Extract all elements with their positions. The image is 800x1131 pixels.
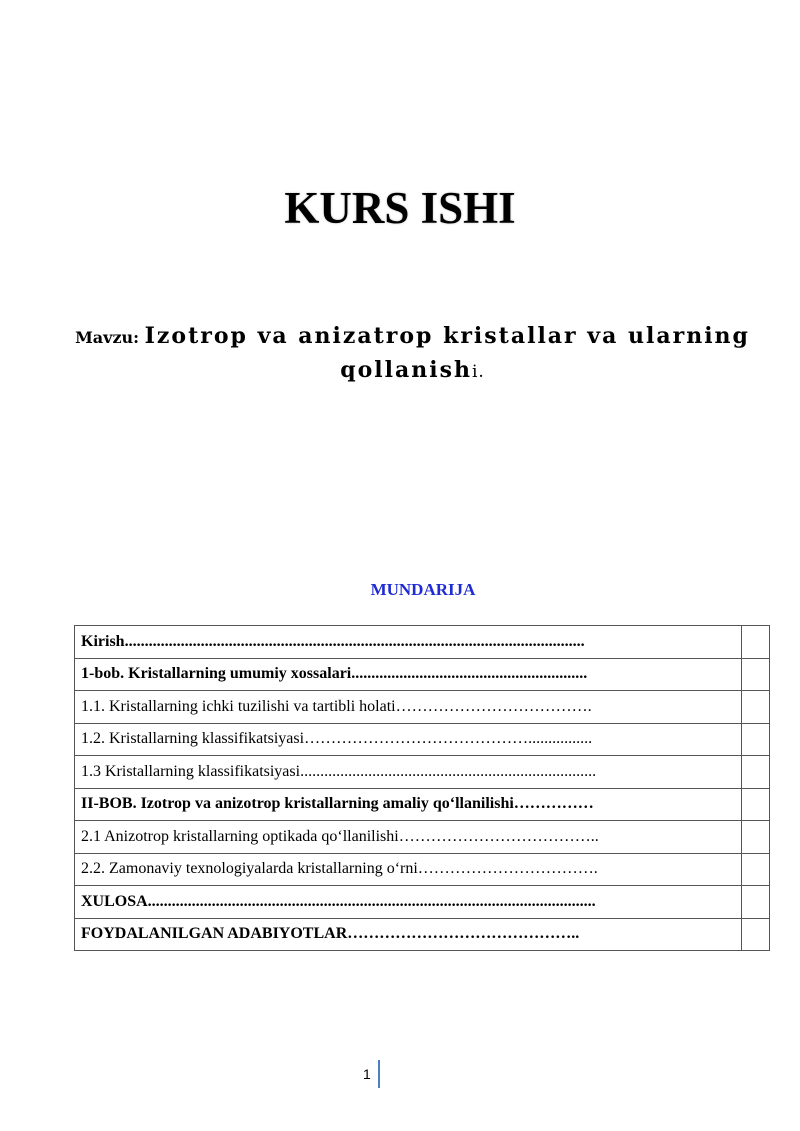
toc-row [75, 788, 770, 821]
toc-row [75, 853, 770, 886]
toc-heading: MUNDARIJA [370, 580, 476, 599]
toc-page-cell [742, 658, 770, 691]
toc-page-cell [742, 918, 770, 951]
topic-text: Izotrop va anizatrop kristallar va ularning qollanish [144, 323, 750, 383]
toc-entry: FOYDALANILGAN ADABIYOTLAR…………………………………….. [75, 918, 742, 951]
toc-entry: 1.3 Kristallarning klassifikatsiyasi.......................................................................... [75, 756, 742, 789]
toc-entry: XULOSA................................................................................................................ [75, 886, 742, 919]
toc-entry: 2.2. Zamonaviy texnologiyalarda kristallarning o‘rni……………………………. [75, 853, 742, 886]
toc-entry: Kirish................................................................................................................... [75, 626, 742, 659]
toc-page-cell [742, 756, 770, 789]
toc-row [75, 918, 770, 951]
page-number-rule [378, 1060, 380, 1088]
toc-entry: II-BOB. Izotrop va anizotrop kristallarning amaliy qo‘llanilishi…………… [75, 788, 742, 821]
toc-row [75, 626, 770, 659]
table-of-contents [74, 625, 770, 951]
toc-row [75, 756, 770, 789]
toc-page-cell [742, 788, 770, 821]
toc-entry: 2.1 Anizotrop kristallarning optikada qo‘llanilishi……………………………….. [75, 821, 742, 854]
toc-row [75, 658, 770, 691]
toc-row [75, 886, 770, 919]
toc-row [75, 723, 770, 756]
toc-entry: 1-bob. Kristallarning umumiy xossalari........................................................... [75, 658, 742, 691]
page-number: 1 [363, 1066, 371, 1082]
toc-page-cell [742, 723, 770, 756]
topic-end: i. [471, 362, 485, 382]
toc-row [75, 821, 770, 854]
topic-label: Mavzu: [75, 328, 140, 347]
toc-entry: 1.1. Kristallarning ichki tuzilishi va tartibli holati………………………………. [75, 691, 742, 724]
topic [60, 320, 765, 388]
toc-page-cell [742, 886, 770, 919]
toc-page-cell [742, 853, 770, 886]
toc-page-cell [742, 626, 770, 659]
toc-page-cell [742, 821, 770, 854]
toc-row [75, 691, 770, 724]
toc-page-cell [742, 691, 770, 724]
document-title: KURS ISHI [284, 183, 516, 233]
toc-entry: 1.2. Kristallarning klassifikatsiyasi……………………………………................ [75, 723, 742, 756]
